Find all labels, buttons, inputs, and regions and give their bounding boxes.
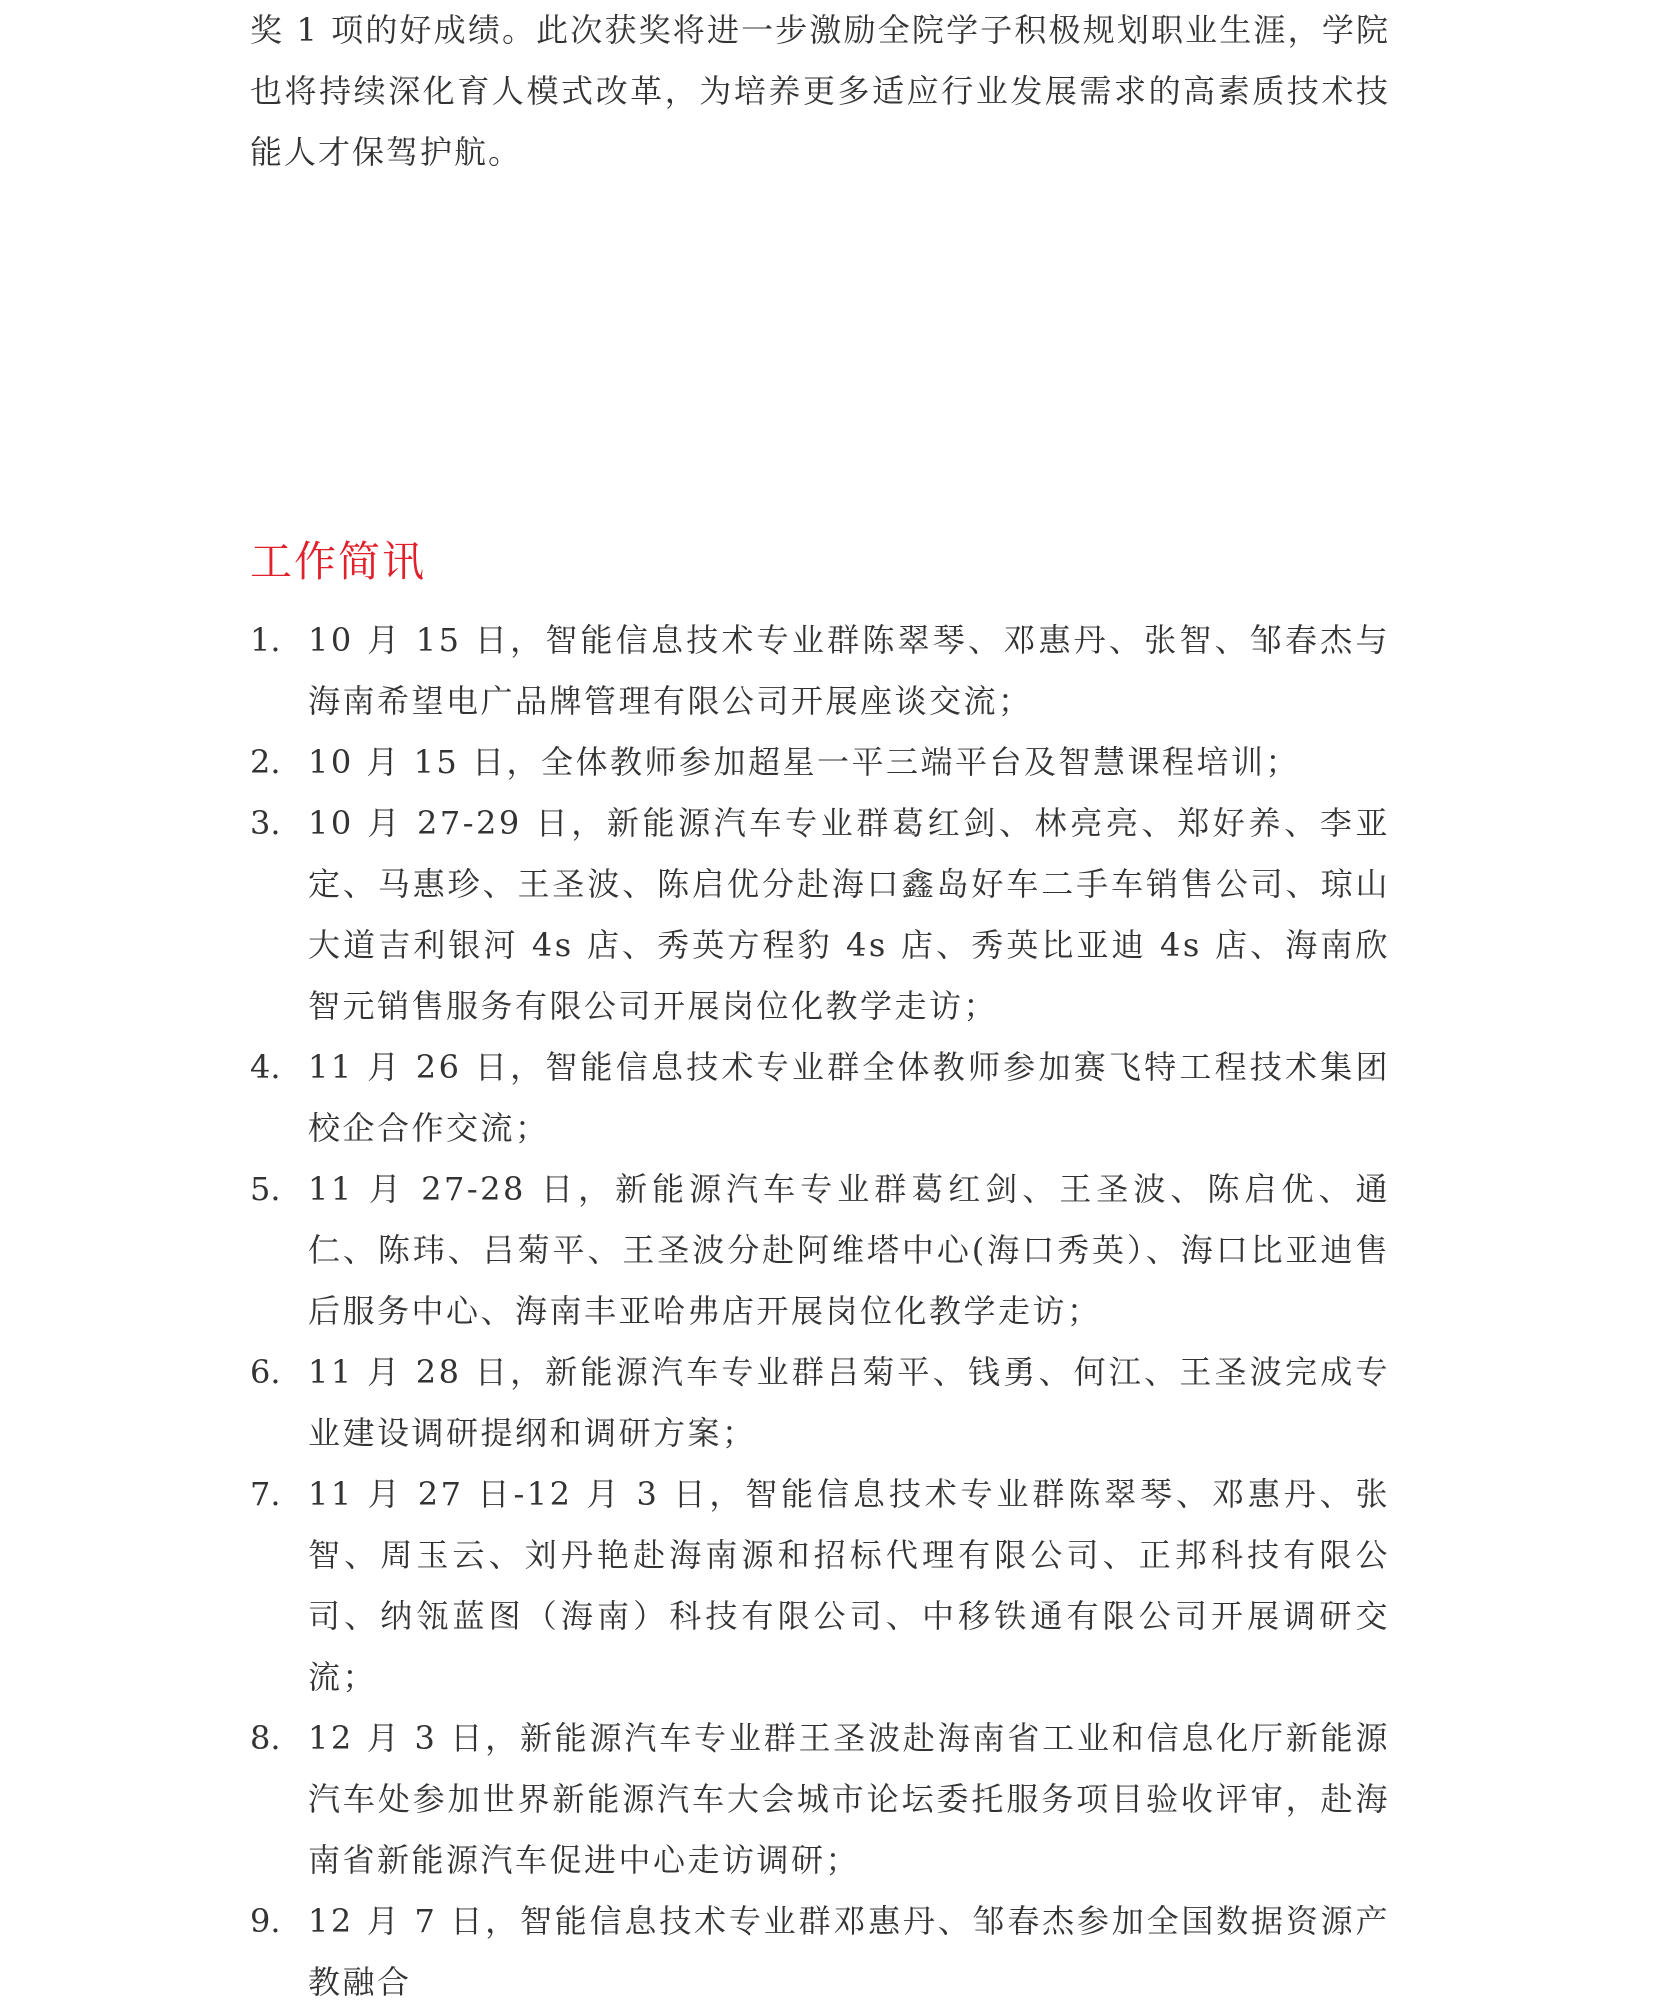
news-item <box>250 610 1390 732</box>
news-item-text: 12 月 3 日，新能源汽车专业群王圣波赴海南省工业和信息化厅新能源汽车处参加世界新能源汽车大会城市论坛委托服务项目验收评审，赴海南省新能源汽车促进中心走访调研； <box>308 1719 1390 1879</box>
news-item <box>250 1708 1390 1891</box>
news-item-number: 3. <box>250 804 281 842</box>
news-item-text: 11 月 27-28 日，新能源汽车专业群葛红剑、王圣波、陈启优、通仁、陈玮、吕菊平、王圣波分赴阿维塔中心(海口秀英）、海口比亚迪售后服务中心、海南丰亚哈弗店开展岗位化教学走访； <box>308 1170 1390 1330</box>
news-item <box>250 1159 1390 1342</box>
news-item-text: 10 月 15 日，全体教师参加超星一平三端平台及智慧课程培训； <box>308 743 1300 781</box>
news-item-text: 12 月 7 日，智能信息技术专业群邓惠丹、邹春杰参加全国数据资源产教融合 <box>308 1902 1390 2001</box>
news-item-text: 11 月 28 日，新能源汽车专业群吕菊平、钱勇、何江、王圣波完成专业建设调研提纲和调研方案； <box>308 1353 1390 1452</box>
intro-paragraph: 奖 1 项的好成绩。此次获奖将进一步激励全院学子积极规划职业生涯，学院也将持续深化育人模式改革，为培养更多适应行业发展需求的高素质技术技能人才保驾护航。 <box>250 11 1390 171</box>
news-item-number: 7. <box>250 1475 281 1513</box>
news-item-number: 9. <box>250 1902 281 1940</box>
news-item-number: 2. <box>250 743 281 781</box>
news-item <box>250 1342 1390 1464</box>
news-item-text: 11 月 27 日-12 月 3 日，智能信息技术专业群陈翠琴、邓惠丹、张智、周玉云、刘丹艳赴海南源和招标代理有限公司、正邦科技有限公司、纳瓴蓝图（海南）科技有限公司、中移铁通有限公司开展调研交流； <box>308 1475 1390 1696</box>
news-item <box>250 732 1390 793</box>
news-list <box>250 610 1390 2013</box>
news-item <box>250 793 1390 1037</box>
section-title: 工作简讯 <box>250 537 427 586</box>
news-item-number: 4. <box>250 1048 281 1086</box>
news-item <box>250 1464 1390 1708</box>
news-item-text: 11 月 26 日，智能信息技术专业群全体教师参加赛飞特工程技术集团校企合作交流； <box>308 1048 1390 1147</box>
news-item-number: 8. <box>250 1719 281 1757</box>
news-item <box>250 1037 1390 1159</box>
news-item-text: 10 月 15 日，智能信息技术专业群陈翠琴、邓惠丹、张智、邹春杰与海南希望电广品牌管理有限公司开展座谈交流； <box>308 621 1390 720</box>
news-item <box>250 1891 1390 2013</box>
news-item-text: 10 月 27-29 日，新能源汽车专业群葛红剑、林亮亮、郑好养、李亚定、马惠珍、王圣波、陈启优分赴海口鑫岛好车二手车销售公司、琼山大道吉利银河 4s 店、秀英方程豹 4s 店、秀英比亚迪 4s 店、海南欣智元销售服务有限公司开展岗位化教学走访； <box>308 804 1390 1025</box>
news-item-number: 6. <box>250 1353 281 1391</box>
news-item-number: 5. <box>250 1170 281 1208</box>
news-item-number: 1. <box>250 621 281 659</box>
